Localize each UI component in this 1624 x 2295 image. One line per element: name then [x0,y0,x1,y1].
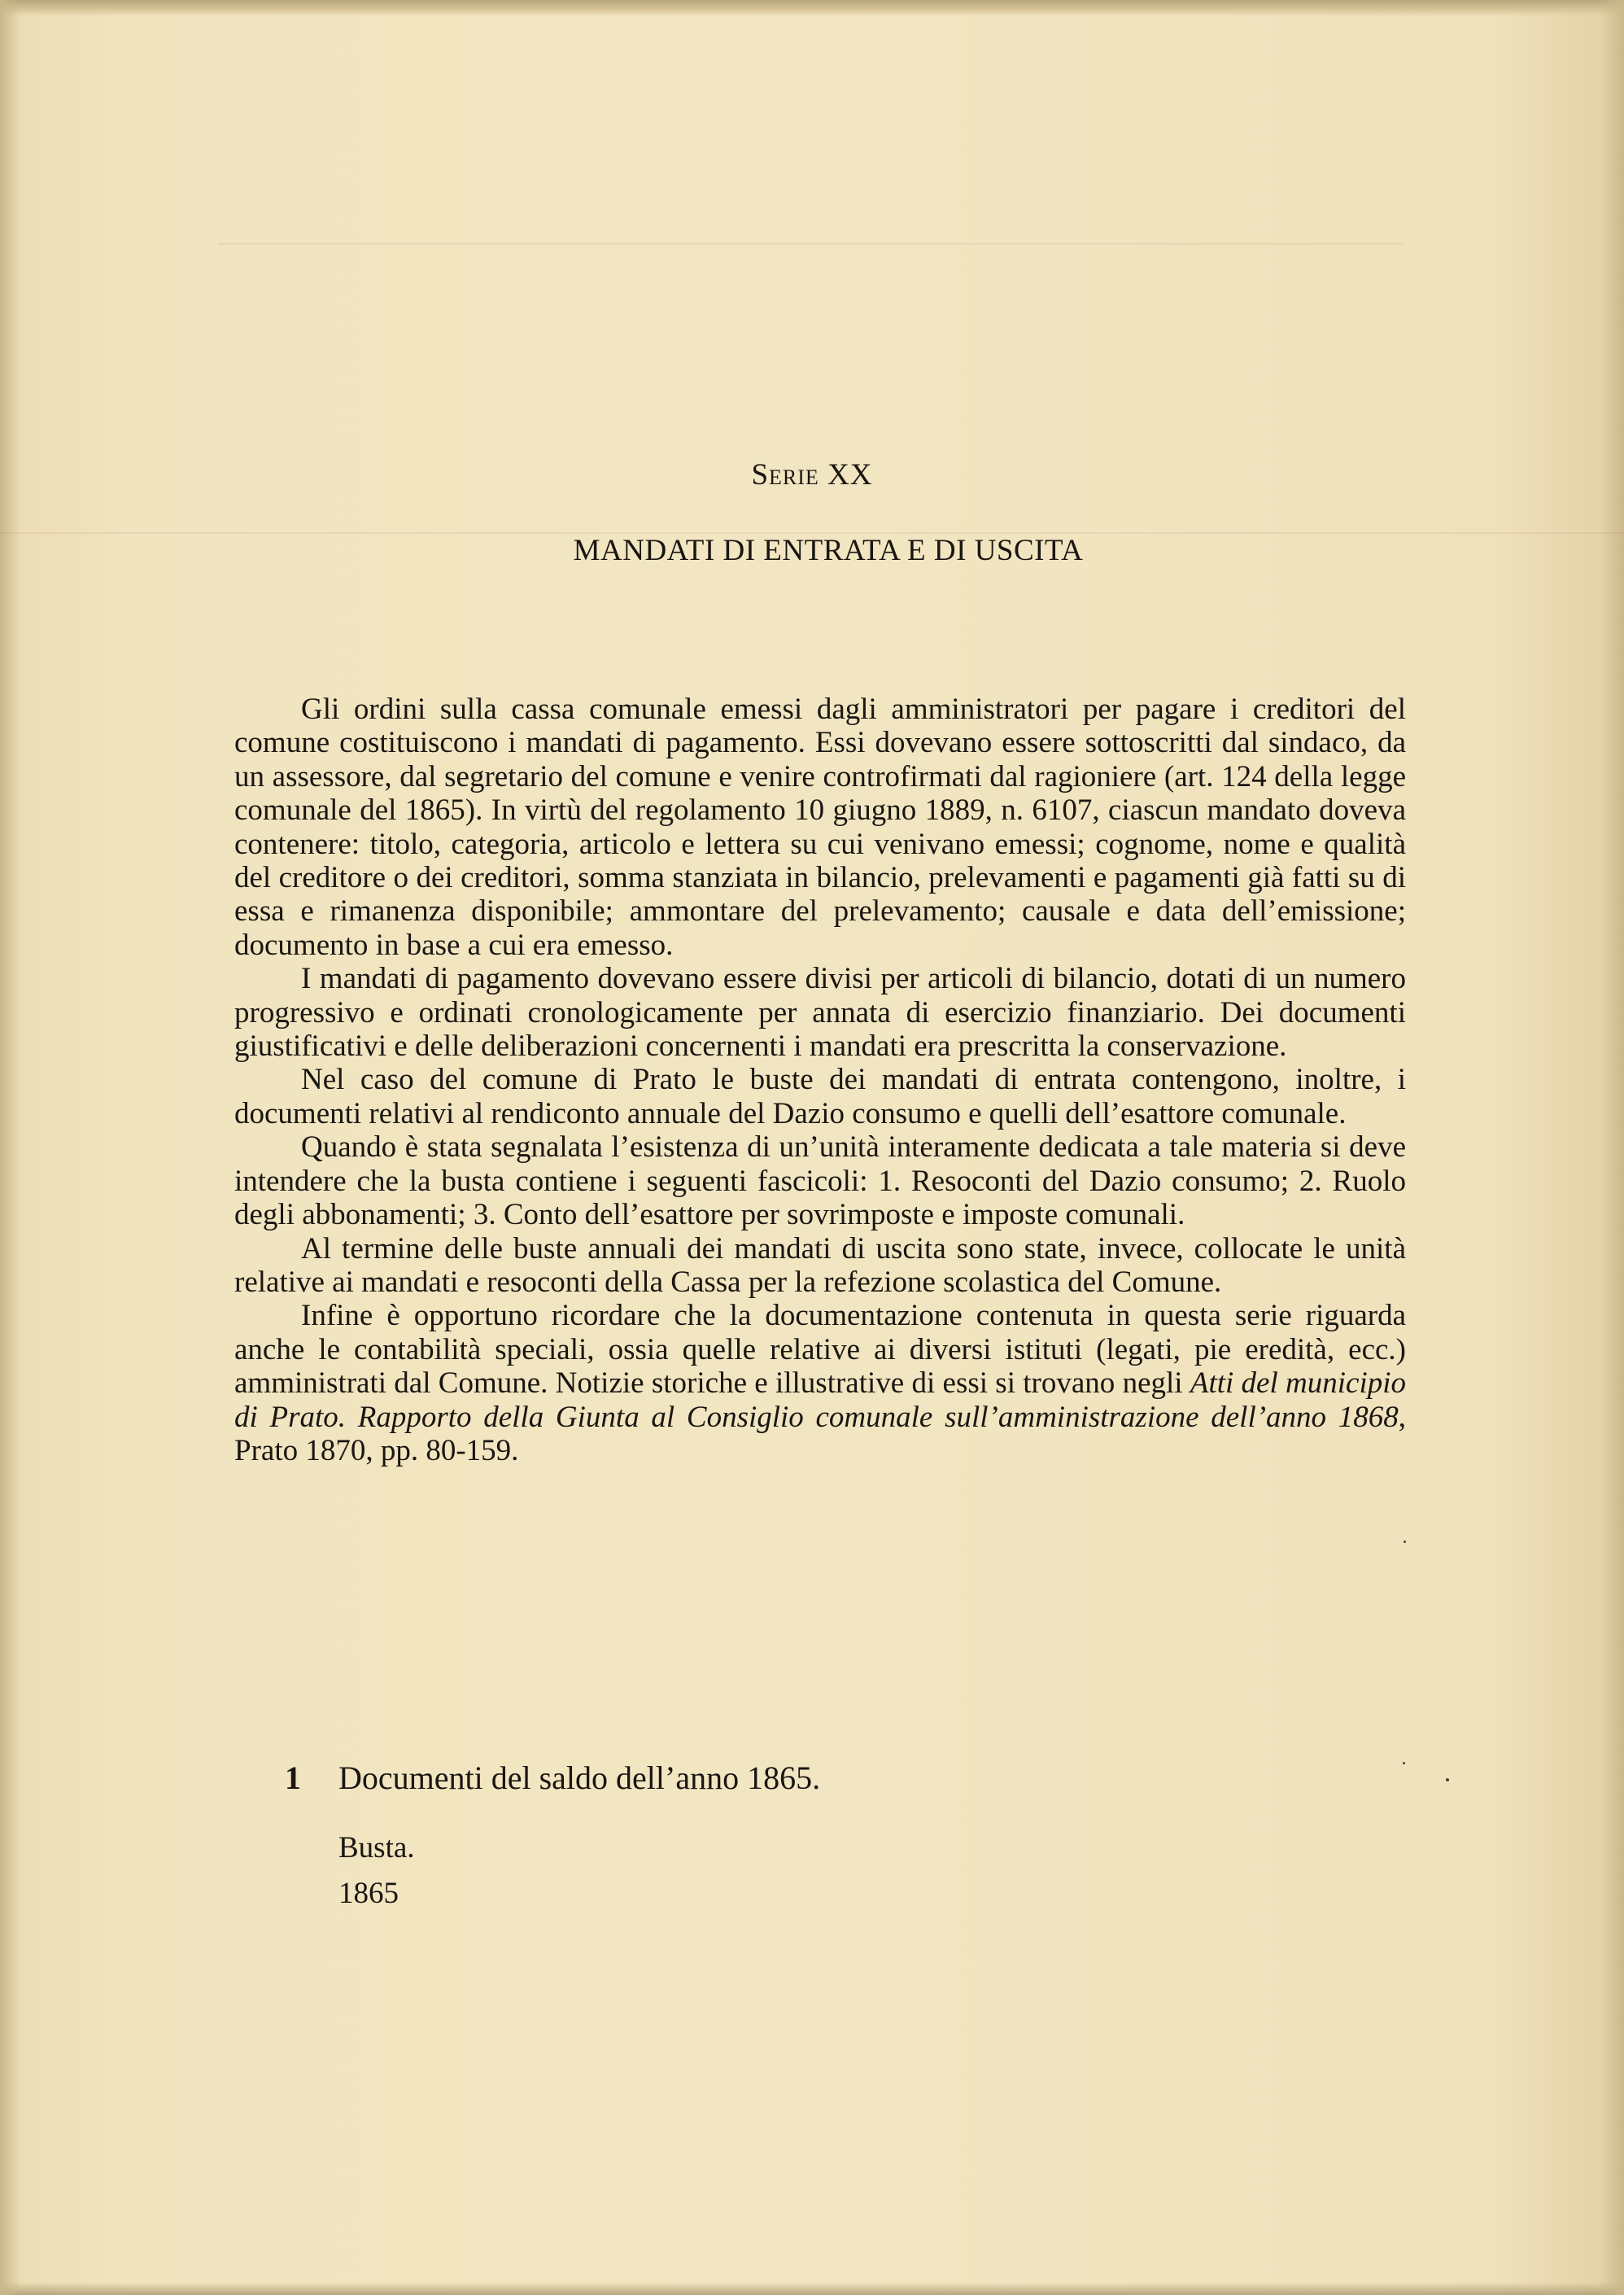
paragraph-final [234,1299,1406,1467]
paragraph: Gli ordini sulla cassa comunale emessi dagli amministratori per pagare i creditori del comune costituiscono i mandati di pagamento. Essi dovevano essere sottoscritti dal sindaco, da un assessore, dal segretario del comune e venire controfirmati dal ragioniere (art. 124 della legge comunale del 1865). In virtù del regolamento 10 giugno 1889, n. 6107, ciascun mandato doveva contenere: titolo, categoria, articolo e lettera su cui venivano emessi; cognome, nome e qualità del creditore o dei creditori, somma stanziata in bilancio, prelevamenti e pagamenti già fatti su di essa e rimanenza disponibile; ammontare del prelevamento; causale e data dell’emissione; documento in base a cui era emesso. [234,693,1406,962]
page-left-edge [0,0,21,2295]
section-heading: MANDATI DI ENTRATA E DI USCITA [573,534,1084,567]
paragraph-final-text: Infine è opportuno ricordare che la documentazione contenuta in questa serie riguarda anche le contabilità speciali, ossia quelle relative ai diversi istituti (legati, pie eredità, ecc.) amministrati dal Comune. Notizie storiche e illustrative di essi si trovano negli [234,1299,1406,1401]
paragraph: Quando è stata segnalata l’esistenza di un’unità interamente dedicata a tale materia si deve intendere che la busta contiene i seguenti fascicoli: 1. Resoconti del Dazio consumo; 2. Ruolo degli abbonamenti; 3. Conto dell’esattore per sovrimposte e imposte comunali. [234,1130,1406,1232]
scan-speck [1446,1778,1449,1781]
entry-number: 1 [285,1760,301,1796]
entry-date: 1865 [338,1877,399,1910]
entry-title: Documenti del saldo dell’anno 1865. [338,1760,821,1796]
series-prefix: Serie [751,458,819,492]
introduction-text [234,693,1406,1467]
paragraph: I mandati di pagamento dovevano essere divisi per articoli di bilancio, dotati di un numero progressivo e ordinati cronologicamente per annata di esercizio finanziario. Dei documenti giustificativi e delle deliberazioni concernenti i mandati era prescritta la conservazione. [234,962,1406,1064]
paragraph: Al termine delle buste annuali dei mandati di uscita sono state, invece, collocate le unità relative ai mandati e resoconti della Cassa per la refezione scolastica del Comune. [234,1231,1406,1299]
citation-title: Atti del municipio di Prato. Rapporto della Giunta al Consiglio comunale sull’amministrazione dell’anno 1868 [234,1366,1407,1434]
page-bottom-edge [0,2282,1624,2295]
entry-type: Busta. [338,1831,415,1864]
page-top-edge [0,0,1624,16]
page-right-edge [1600,0,1624,2295]
archive-entry [285,1758,820,1799]
series-label [0,457,1624,492]
citation-details: , Prato 1870, pp. 80-159. [234,1400,1406,1467]
series-numeral: XX [827,458,873,492]
paragraph: Nel caso del comune di Prato le buste dei mandati di entrata contengono, inoltre, i documenti relativi al rendiconto annuale del Dazio consumo e quelli dell’esattore comunale. [234,1063,1406,1130]
scan-speck [1404,1541,1406,1543]
bleed-through-rule [218,243,1403,245]
scan-speck [1403,1762,1405,1764]
